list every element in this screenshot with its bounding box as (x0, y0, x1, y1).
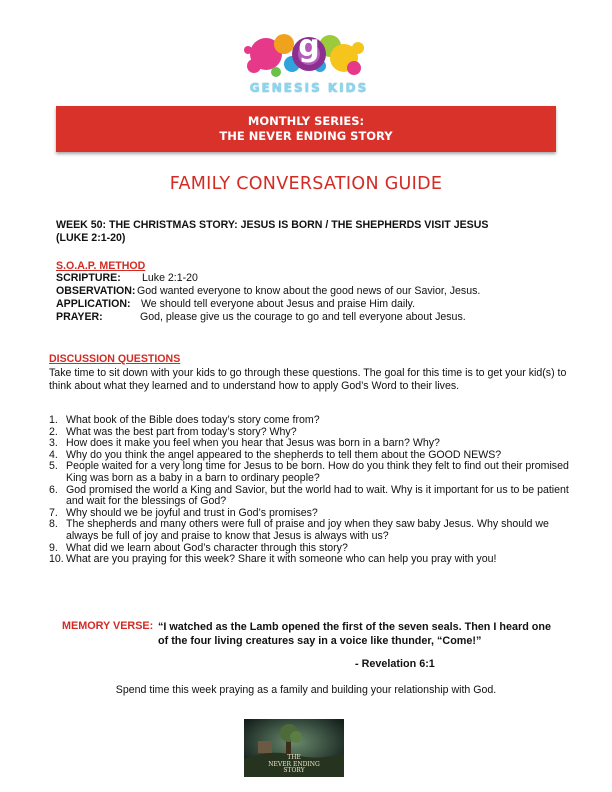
soap-label: SCRIPTURE: (56, 272, 121, 284)
week-heading-line-1: WEEK 50: THE CHRISTMAS STORY: JESUS IS BORN / THE SHEPHERDS VISIT JESUS (56, 219, 489, 231)
question-text: What book of the Bible does today’s story come from? (66, 414, 320, 426)
question-number: 9. (49, 541, 58, 554)
question-number: 5. (49, 460, 58, 473)
logo-letter: g (298, 29, 320, 64)
list-item (49, 485, 569, 508)
soap-application-row (56, 298, 415, 311)
list-item (49, 461, 569, 484)
series-thumbnail-image (244, 719, 344, 777)
question-list (49, 415, 569, 566)
logo-brand-text: GENESIS KIDS (249, 81, 369, 95)
soap-scripture-row (56, 272, 198, 285)
genesis-kids-logo (236, 24, 382, 100)
question-text: What was the best part from today’s story? Why? (66, 425, 297, 438)
question-text: The shepherds and many others were full of praise and joy when they saw baby Jesus. Why should we always be full of joy and praise to know that Jesus is always with us? (66, 518, 549, 542)
question-number: 10. (49, 553, 64, 566)
banner-line-2: THE NEVER ENDING STORY (219, 129, 393, 143)
question-number: 3. (49, 437, 58, 450)
question-number: 2. (49, 425, 58, 438)
question-number: 6. (49, 483, 58, 496)
question-text: People waited for a very long time for Jesus to be born. How do you think they felt to find out their promised King was born as a baby in a barn to ordinary people? (66, 460, 569, 484)
soap-heading: S.O.A.P. METHOD (56, 260, 146, 272)
question-text: What are you praying for this week? Share it with someone who can help you pray with you! (66, 553, 497, 566)
question-text: What did we learn about God’s character through this story? (66, 541, 348, 554)
banner-line-1: MONTHLY SERIES: (247, 114, 365, 128)
discussion-intro: Take time to sit down with your kids to go through these questions. The goal for this time is to get your kid(s) to think about what they learned and to understand how to apply God’s Word to their lives. (49, 367, 567, 392)
question-text: Why do you think the angel appeared to the shepherds to tell them about the GOOD NEWS? (66, 448, 502, 461)
soap-text: We should tell everyone about Jesus and praise Him daily. (141, 298, 416, 310)
soap-label: APPLICATION: (56, 298, 131, 310)
soap-text: Luke 2:1-20 (142, 272, 198, 284)
question-number: 8. (49, 518, 58, 531)
guide-title: FAMILY CONVERSATION GUIDE (169, 174, 443, 194)
question-number: 7. (49, 506, 58, 519)
memory-verse-label: MEMORY VERSE: (62, 620, 154, 632)
discussion-heading: DISCUSSION QUESTIONS (49, 353, 181, 365)
question-number: 1. (49, 414, 58, 426)
list-item (49, 554, 569, 566)
soap-observation-row (56, 285, 480, 298)
thumbnail-line-1: THE (287, 754, 301, 761)
question-text: How does it make you feel when you hear that Jesus was born in a barn? Why? (66, 437, 440, 450)
list-item (49, 519, 569, 542)
thumbnail-title (244, 755, 344, 775)
soap-text: God wanted everyone to know about the good news of our Savior, Jesus. (137, 285, 481, 297)
soap-text: God, please give us the courage to go and tell everyone about Jesus. (140, 311, 466, 323)
soap-label: OBSERVATION: (56, 285, 136, 297)
soap-prayer-row (56, 311, 466, 324)
soap-label: PRAYER: (56, 311, 103, 323)
series-banner (56, 106, 556, 152)
week-heading-line-2: (LUKE 2:1-20) (56, 232, 126, 244)
memory-verse-reference: - Revelation 6:1 (355, 658, 435, 670)
closing-note: Spend time this week praying as a family and building your relationship with God. (115, 684, 497, 696)
question-number: 4. (49, 448, 58, 461)
question-text: God promised the world a King and Savior, but the world had to wait. Why is it important for us to be patient and wait for the blessings of God? (66, 483, 569, 508)
week-heading (56, 219, 566, 245)
question-text: Why should we be joyful and trust in God’s promises? (66, 506, 318, 519)
thumbnail-line-3: STORY (283, 767, 305, 774)
memory-verse-text: “I watched as the Lamb opened the first of the seven seals. Then I heard one of the four living creatures say in a voice like thunder, “Come!” (158, 621, 551, 647)
thumbnail-line-2: NEVER ENDING (268, 760, 320, 768)
